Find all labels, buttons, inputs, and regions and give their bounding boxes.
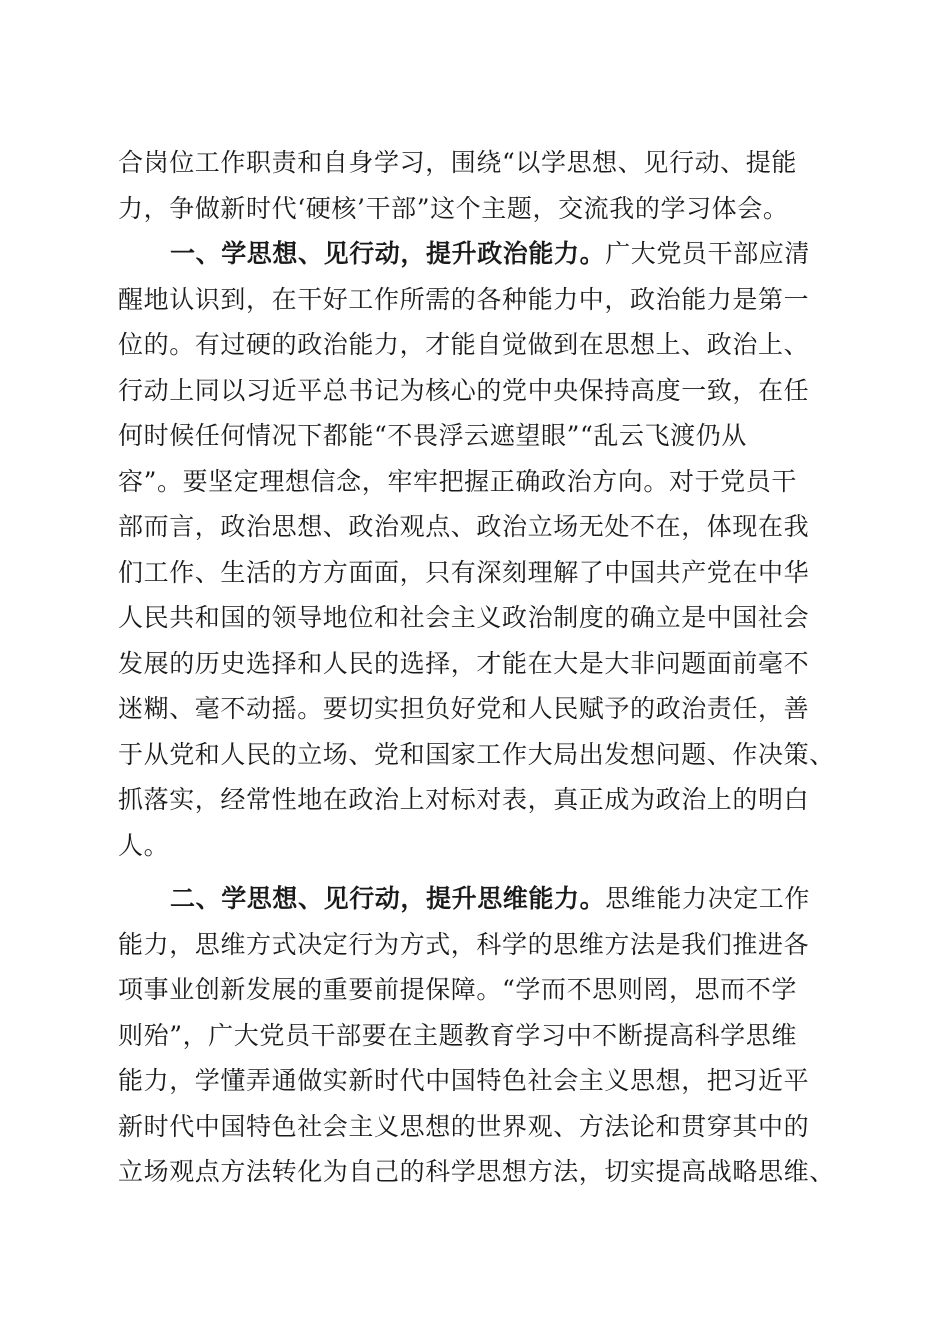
intro-line-1: 合岗位工作职责和自身学习，围绕“以学思想、见行动、提能: [118, 148, 797, 177]
section1-line-13: 人。: [118, 830, 170, 860]
section2-first-line-rest: 思维能力决定工作: [605, 884, 811, 913]
section1-heading: 一、学思想、见行动，提升政治能力。: [170, 239, 606, 268]
section1-first-line: [118, 231, 834, 277]
section2-heading: 二、学思想、见行动，提升思维能力。: [170, 884, 606, 913]
paragraph-gap: [118, 868, 834, 876]
section1-line-10: 迷糊、毫不动摇。要切实担负好党和人民赋予的政治责任，善: [118, 694, 810, 723]
section2-line-6: 立场观点方法转化为自己的科学思想方法，切实提高战略思维、: [118, 1157, 835, 1186]
section1-line-7: 们工作、生活的方方面面，只有深刻理解了中国共产党在中华: [118, 557, 810, 587]
section1-line-5: 容”。要坚定理想信念，牢牢把握正确政治方向。对于党员干: [118, 466, 797, 496]
section2-line-5: 新时代中国特色社会主义思想的世界观、方法论和贯穿其中的: [118, 1111, 810, 1141]
section2-line-4: 能力，学懂弄通做实新时代中国特色社会主义思想，把习近平: [118, 1066, 810, 1095]
section1-line-12: 抓落实，经常性地在政治上对标对表，真正成为政治上的明白: [118, 785, 810, 814]
section1-line-11: 于从党和人民的立场、党和国家工作大局出发想问题、作决策、: [118, 739, 835, 769]
section1-line-8: 人民共和国的领导地位和社会主义政治制度的确立是中国社会: [118, 603, 810, 632]
intro-line-2: 力，争做新时代‘硬核’干部”这个主题，交流我的学习体会。: [118, 193, 789, 223]
section1-line-4: 何时候任何情况下都能“不畏浮云遮望眼”“乱云飞渡仍从: [118, 421, 747, 450]
section2-line-3: 则殆”，广大党员干部要在主题教育学习中不断提高科学思维: [118, 1020, 797, 1050]
document-body: [118, 140, 834, 1195]
section1-first-line-rest: 广大党员干部应清: [605, 239, 811, 268]
section1-line-9: 发展的历史选择和人民的选择，才能在大是大非问题面前毫不: [118, 648, 810, 678]
section2-first-line: [118, 876, 834, 922]
section2-line-1: 能力，思维方式决定行为方式，科学的思维方法是我们推进各: [118, 929, 810, 959]
section2-line-2: 项事业创新发展的重要前提保障。“学而不思则罔，思而不学: [118, 975, 797, 1004]
section1-line-6: 部而言，政治思想、政治观点、政治立场无处不在，体现在我: [118, 512, 810, 541]
section1-line-3: 行动上同以习近平总书记为核心的党中央保持高度一致，在任: [118, 375, 810, 405]
section1-line-2: 位的。有过硬的政治能力，才能自觉做到在思想上、政治上、: [118, 330, 810, 359]
section1-line-1: 醒地认识到，在干好工作所需的各种能力中，政治能力是第一: [118, 284, 810, 314]
